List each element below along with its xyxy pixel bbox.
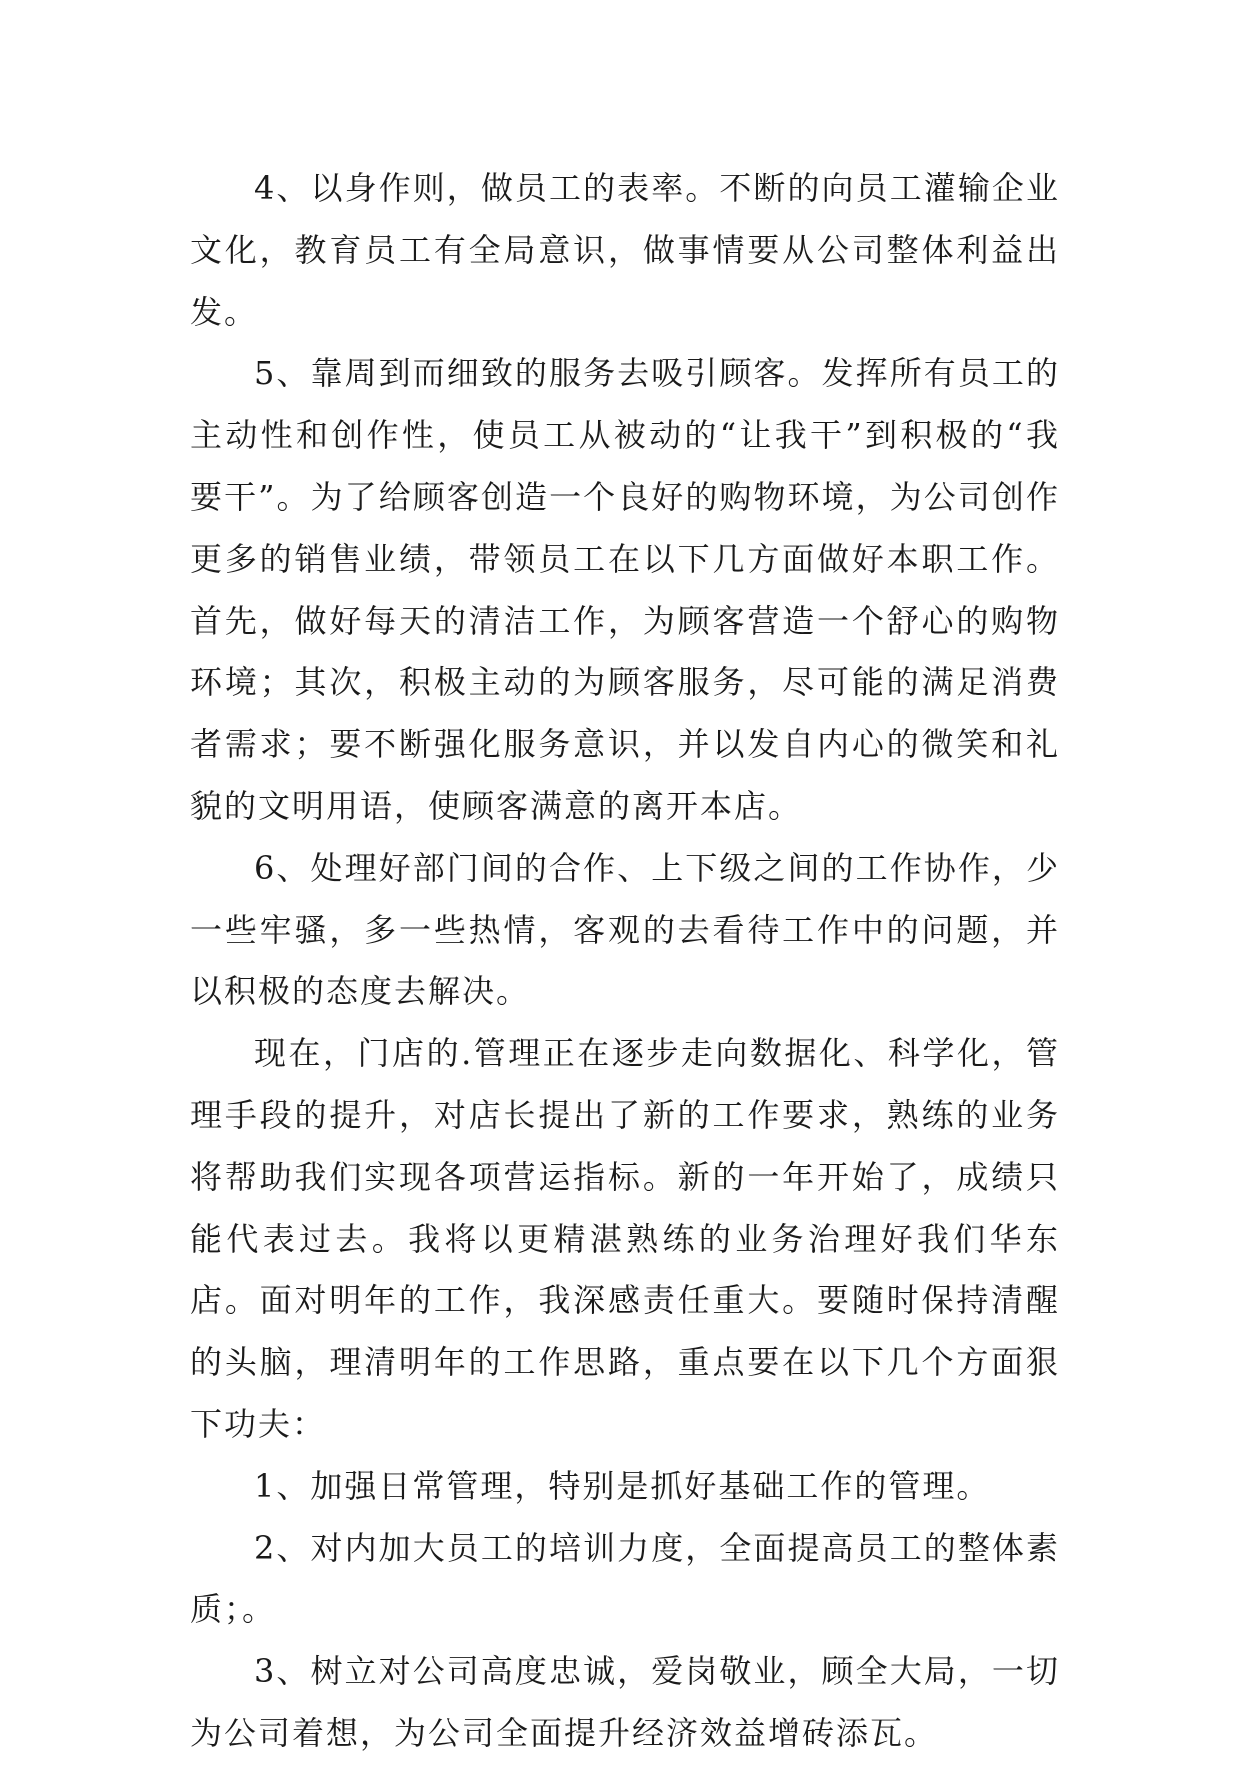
paragraph-outlook: 现在，门店的.管理正在逐步走向数据化、科学化，管理手段的提升，对店长提出了新的工作要求，熟练的业务将帮助我们实现各项营运指标。新的一年开始了，成绩只能代表过去。我将以更精湛熟练的业务治理好我们华东店。面对明年的工作，我深感责任重大。要随时保持清醒的头脑，理清明年的工作思路，重点要在以下几个方面狠下功夫：: [190, 1034, 1060, 1443]
paragraph-item-4: 4、以身作则，做员工的表率。不断的向员工灌输企业文化，教育员工有全局意识，做事情要从公司整体利益出发。: [190, 169, 1060, 331]
paragraph-plan-1: 1、加强日常管理，特别是抓好基础工作的管理。: [254, 1466, 991, 1505]
paragraph-plan-2: 2、对内加大员工的培训力度，全面提高员工的整体素质；。: [190, 1528, 1060, 1629]
document-body: [190, 158, 1060, 1765]
paragraph-item-5: 5、靠周到而细致的服务去吸引顾客。发挥所有员工的主动性和创作性，使员工从被动的“让我干”到积极的“我要干”。为了给顾客创造一个良好的购物环境，为公司创作更多的销售业绩，带领员工在以下几方面做好本职工作。首先，做好每天的清洁工作，为顾客营造一个舒心的购物环境；其次，积极主动的为顾客服务，尽可能的满足消费者需求；要不断强化服务意识，并以发自内心的微笑和礼貌的文明用语，使顾客满意的离开本店。: [190, 354, 1060, 825]
paragraph-item-6: 6、处理好部门间的合作、上下级之间的工作协作，少一些牢骚，多一些热情，客观的去看待工作中的问题，并以积极的态度去解决。: [190, 848, 1060, 1011]
paragraph-plan-3: 3、树立对公司高度忠诚，爱岗敬业，顾全大局，一切为公司着想，为公司全面提升经济效益增砖添瓦。: [190, 1652, 1060, 1752]
